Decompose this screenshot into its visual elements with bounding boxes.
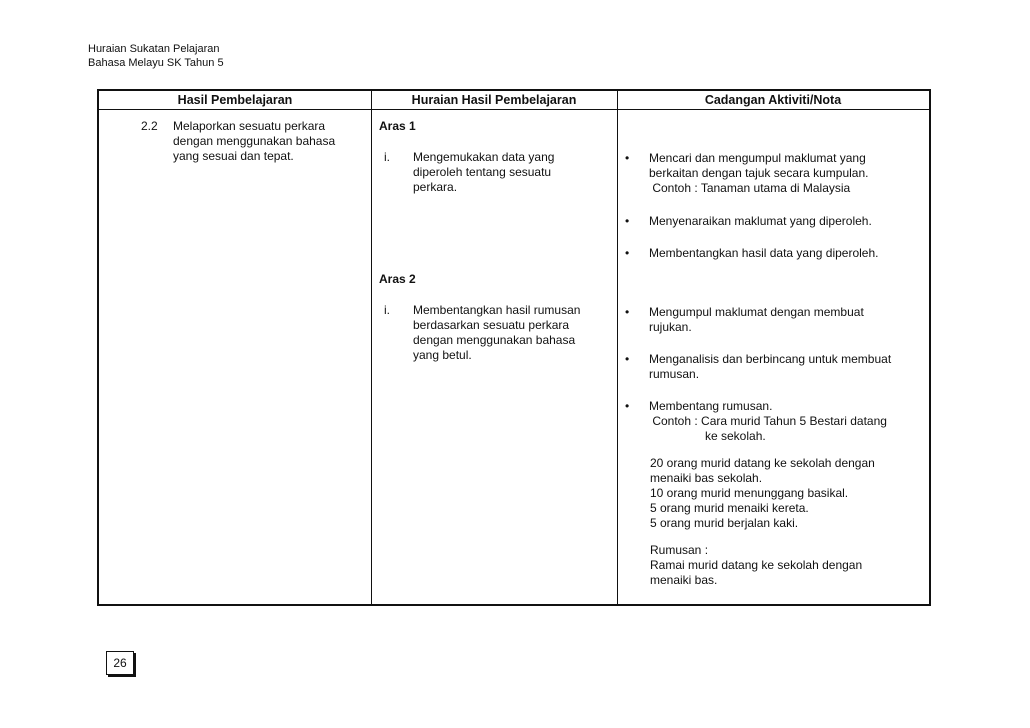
aras-2-title: Aras 2 xyxy=(379,272,416,286)
aktiviti-item-2: Menyenaraikan maklumat yang diperoleh. xyxy=(649,214,872,228)
bullet-icon: • xyxy=(625,399,630,413)
page-number: 26 xyxy=(106,651,134,675)
aras-2-item-number: i. xyxy=(384,303,390,317)
column-divider xyxy=(371,91,372,604)
aktiviti-item-5: Menganalisis dan berbincang untuk membuat rumusan. xyxy=(649,352,892,381)
aras-1-item-number: i. xyxy=(384,150,390,164)
header-line-2: Bahasa Melayu SK Tahun 5 xyxy=(88,57,224,69)
syllabus-table xyxy=(97,89,931,606)
column-header-huraian: Huraian Hasil Pembelajaran xyxy=(411,93,577,107)
aktiviti-item-4: Mengumpul maklumat dengan membuat rujukan. xyxy=(649,305,864,334)
hasil-number: 2.2 xyxy=(141,119,158,133)
rumusan-block: Rumusan : Ramai murid datang ke sekolah dengan menaiki bas. xyxy=(650,543,863,587)
aktiviti-item-3: Membentangkan hasil data yang diperoleh. xyxy=(649,246,879,260)
bullet-icon: • xyxy=(625,214,630,228)
hasil-description: Melaporkan sesuatu perkara dengan menggunakan bahasa yang sesuai dan tepat. xyxy=(173,119,336,163)
aktiviti-item-1: Mencari dan mengumpul maklumat yang berkaitan dengan tajuk secara kumpulan. Contoh : Tanaman utama di Malaysia xyxy=(649,151,869,195)
aras-1-item: Mengemukakan data yang diperoleh tentang sesuatu perkara. xyxy=(413,150,555,194)
contoh-data-list: 20 orang murid datang ke sekolah dengan menaiki bas sekolah. 10 orang murid menunggang basikal. 5 orang murid menaiki kereta. 5 orang murid berjalan kaki. xyxy=(650,456,875,530)
column-divider xyxy=(617,91,618,604)
aktiviti-item-6: Membentang rumusan. Contoh : Cara murid Tahun 5 Bestari datang ke sekolah. xyxy=(649,399,887,443)
column-header-hasil: Hasil Pembelajaran xyxy=(177,93,293,107)
bullet-icon: • xyxy=(625,246,630,260)
header-line-1: Huraian Sukatan Pelajaran xyxy=(88,43,220,55)
document-header xyxy=(88,42,224,70)
bullet-icon: • xyxy=(625,305,630,319)
header-divider xyxy=(99,109,929,110)
column-header-cadangan: Cadangan Aktiviti/Nota xyxy=(704,93,842,107)
bullet-icon: • xyxy=(625,352,630,366)
bullet-icon: • xyxy=(625,151,630,165)
aras-1-title: Aras 1 xyxy=(379,119,416,133)
aras-2-item: Membentangkan hasil rumusan berdasarkan sesuatu perkara dengan menggunakan bahasa yang betul. xyxy=(413,303,581,362)
